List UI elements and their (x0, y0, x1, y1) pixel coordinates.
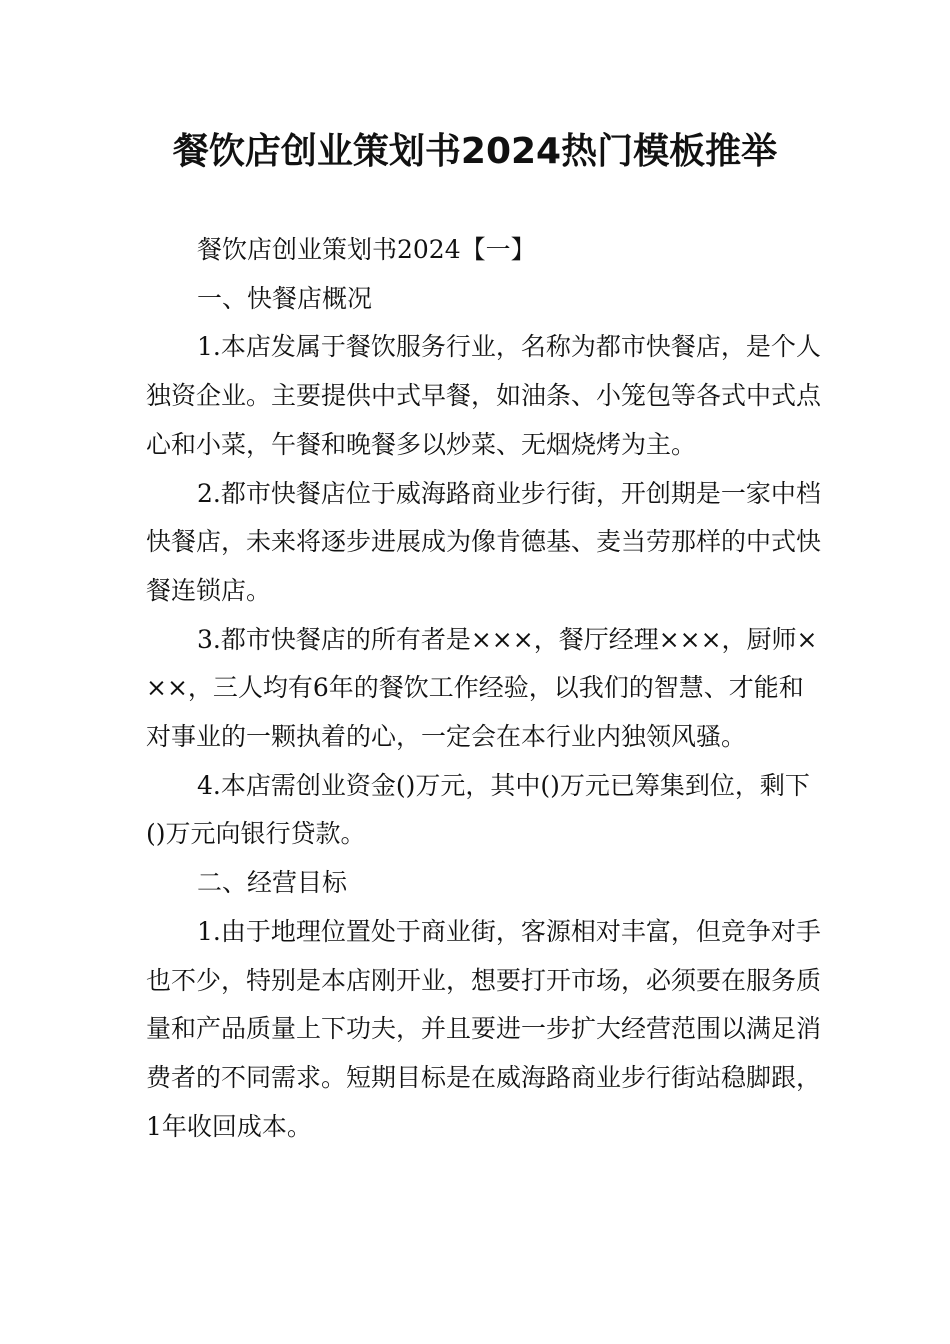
subsection-heading: 二、经营目标 (197, 868, 348, 898)
document-body (146, 226, 822, 1151)
paragraph: 4.本店需创业资金()万元，其中()万元已筹集到位，剩下()万元向银行贷款。 (146, 770, 810, 849)
document-title: 餐饮店创业策划书2024热门模板推举 (172, 131, 778, 172)
paragraph: 3.都市快餐店的所有者是×××，餐厅经理×××，厨师×××，三人均有6年的餐饮工作经验，以我们的智慧、才能和对事业的一颗执着的心，一定会在本行业内独领风骚。 (146, 624, 818, 752)
paragraph: 1.由于地理位置处于商业街，客源相对丰富，但竞争对手也不少，特别是本店刚开业，想要打开市场，必须要在服务质量和产品质量上下功夫，并且要进一步扩大经营范围以满足消费者的不同需求。短期目标是在威海路商业步行街站稳脚跟，1年收回成本。 (146, 916, 822, 1141)
paragraph: 2.都市快餐店位于威海路商业步行街，开创期是一家中档快餐店，未来将逐步进展成为像肯德基、麦当劳那样的中式快餐连锁店。 (146, 478, 822, 605)
section-heading: 餐饮店创业策划书2024【一】 (197, 235, 536, 264)
subsection-heading: 一、快餐店概况 (197, 283, 373, 313)
paragraph: 1.本店发属于餐饮服务行业，名称为都市快餐店，是个人独资企业。主要提供中式早餐，如油条、小笼包等各式中式点心和小菜，午餐和晚餐多以炒菜、无烟烧烤为主。 (146, 332, 822, 459)
